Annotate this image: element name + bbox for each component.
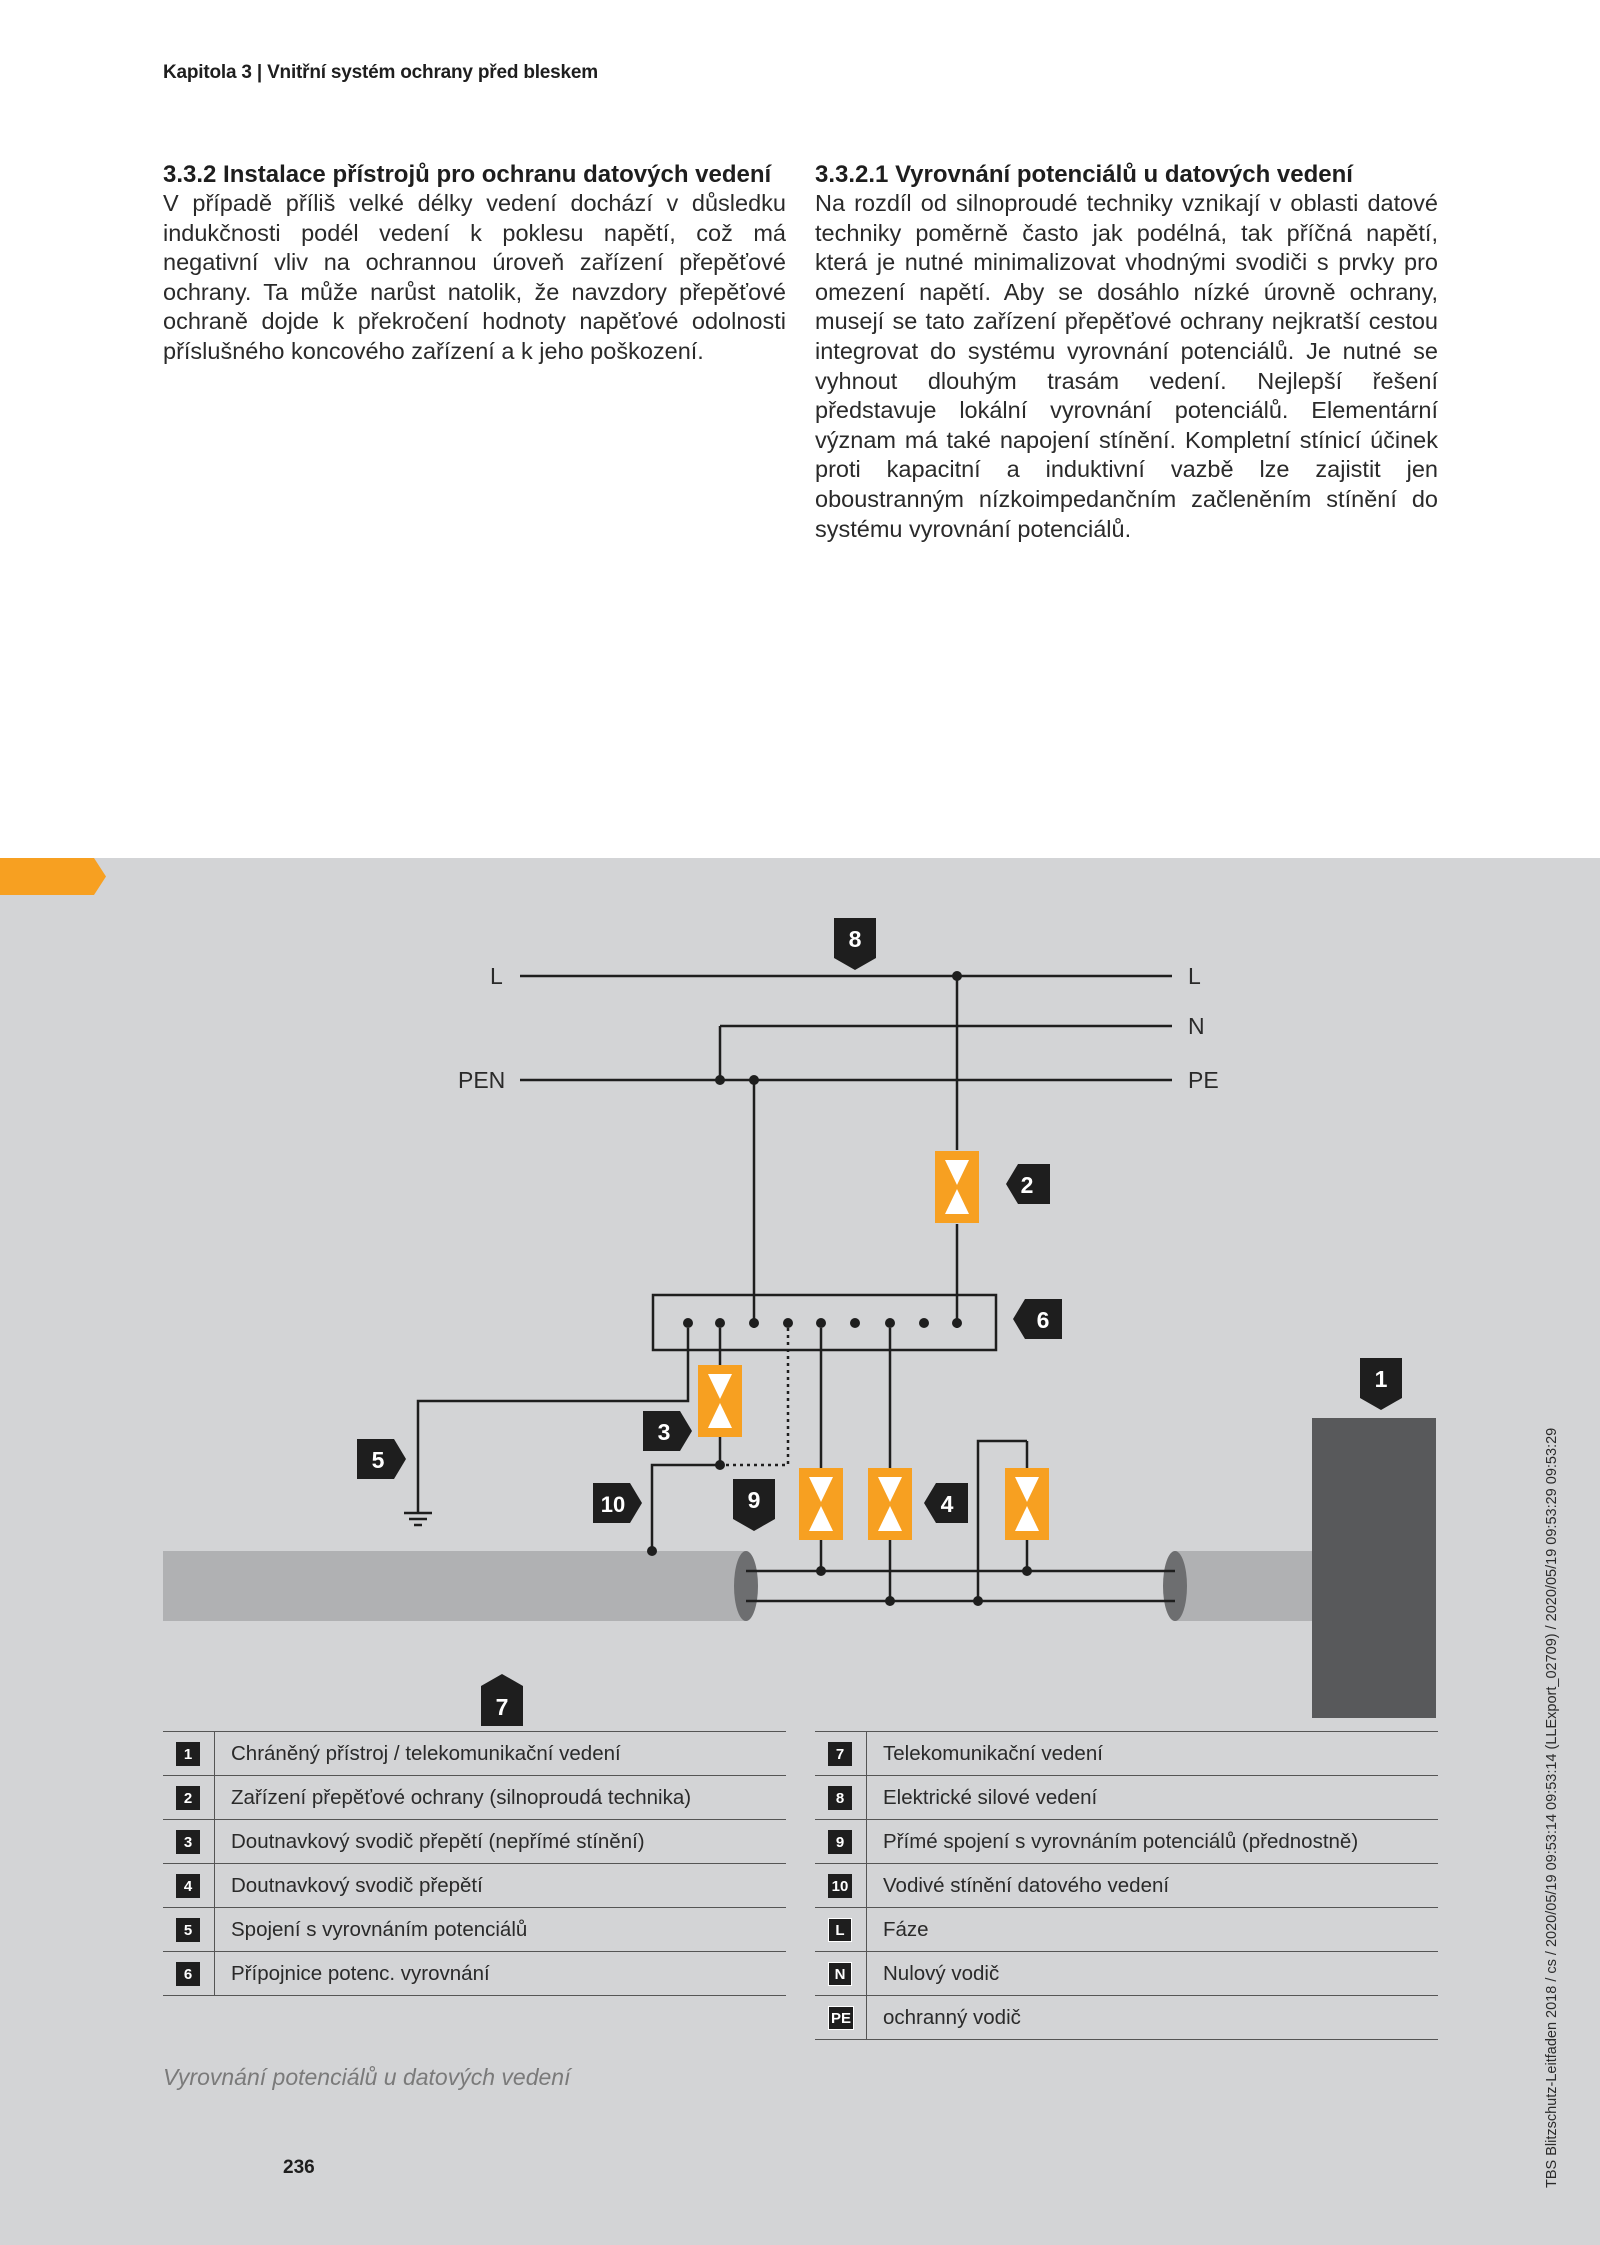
legend-text: Spojení s vyrovnáním potenciálů xyxy=(231,1918,528,1941)
legend-key: 6 xyxy=(176,1962,200,1986)
telecom-cable-left xyxy=(163,1551,745,1621)
badge-5 xyxy=(357,1439,406,1479)
legend-row xyxy=(163,1907,786,1951)
wiring xyxy=(404,976,1175,1601)
protected-device xyxy=(1312,1418,1436,1718)
badge-3 xyxy=(643,1411,692,1451)
arrester-4a xyxy=(799,1468,843,1540)
svg-text:4: 4 xyxy=(940,1491,954,1517)
legend-left xyxy=(163,1731,786,1996)
figure-panel xyxy=(0,858,1600,2245)
legend-row xyxy=(163,1863,786,1907)
legend-key: 4 xyxy=(176,1874,200,1898)
legend-key: N xyxy=(828,1962,852,1986)
cable-shield-end-right xyxy=(1163,1551,1187,1621)
legend-text: Vodivé stínění datového vedení xyxy=(883,1874,1170,1897)
running-header: Kapitola 3 | Vnitřní systém ochrany před bleskem xyxy=(163,62,598,83)
svg-text:8: 8 xyxy=(848,926,862,952)
legend-key: 9 xyxy=(828,1830,852,1854)
legend-row xyxy=(163,1819,786,1863)
badge-9 xyxy=(733,1479,775,1531)
section-body: V případě příliš velké délky vedení dochází v důsledku indukčnosti podél vedení k poklesu napětí, což má negativní vliv na ochrannou úroveň zařízení přepěťové ochrany. Ta může narůst natolik, že navzdory přepěťové ochraně dojde k překročení hodnoty napěťové odolnosti příslušného koncového zařízení a k jeho poškození. xyxy=(163,190,786,364)
wire-label-l-right: L xyxy=(1188,963,1201,989)
legend-text: ochranný vodič xyxy=(883,2006,1021,2029)
legend-key: 3 xyxy=(176,1830,200,1854)
legend-row xyxy=(815,1951,1438,1995)
badge-8 xyxy=(834,918,876,970)
subsection-heading: 3.3.2.1 Vyrovnání potenciálů u datových vedení xyxy=(815,161,1353,188)
svg-text:1: 1 xyxy=(1374,1366,1388,1392)
legend-row xyxy=(815,1819,1438,1863)
legend-right xyxy=(815,1731,1438,2040)
section-right xyxy=(815,160,1438,544)
svg-text:2: 2 xyxy=(1020,1172,1034,1198)
wire-label-l-left: L xyxy=(490,963,503,989)
telecom-cable-right xyxy=(1175,1551,1315,1621)
page-number: 236 xyxy=(283,2157,315,2178)
badge-10 xyxy=(593,1483,642,1523)
legend-key: PE xyxy=(828,2006,854,2030)
svg-text:9: 9 xyxy=(747,1487,761,1513)
svg-text:6: 6 xyxy=(1036,1307,1050,1333)
legend-text: Elektrické silové vedení xyxy=(883,1786,1098,1809)
cable-shield-end-left xyxy=(734,1551,758,1621)
legend-text: Přípojnice potenc. vyrovnání xyxy=(231,1962,490,1985)
legend-key: 5 xyxy=(176,1918,200,1942)
svg-text:7: 7 xyxy=(495,1694,509,1720)
legend-text: Fáze xyxy=(883,1918,929,1941)
svg-text:5: 5 xyxy=(371,1447,385,1473)
legend-text: Doutnavkový svodič přepětí (nepřímé stínění) xyxy=(231,1830,645,1853)
badge-1 xyxy=(1360,1358,1402,1410)
legend-text: Nulový vodič xyxy=(883,1962,1000,1985)
figure-caption: Vyrovnání potenciálů u datových vedení xyxy=(163,2064,571,2090)
legend-key: 2 xyxy=(176,1786,200,1810)
badge-4 xyxy=(924,1483,968,1523)
subsection-body: Na rozdíl od silnoproudé techniky vznikají v oblasti datové techniky poměrně často jak podélná, tak příčná napětí, která je nutné minimalizovat vhodnými svodiči s prvky pro omezení napětí. Aby se dosáhlo nízké úrovně ochrany, musejí se tato zařízení přepěťové ochrany nejkratší cestou integrovat do systému vyrovnání potenciálů. Je nutné se vyhnout dlouhým trasám vedení. Nejlepší řešení představuje lokální vyrovnání potenciálů. Elementární význam má také napojení stínění. Kompletní stínicí účinek proti kapacitní a induktivní vazbě lze zajistit jen oboustranným nízkoimpedančním začleněním stínění do systému vyrovnání potenciálů. xyxy=(815,190,1438,542)
legend-row xyxy=(815,1775,1438,1819)
legend-row xyxy=(815,1907,1438,1951)
page-number-badge xyxy=(0,858,106,895)
legend-key: 1 xyxy=(176,1742,200,1766)
section-heading: 3.3.2 Instalace přístrojů pro ochranu datových vedení xyxy=(163,161,772,188)
badge-6 xyxy=(1013,1299,1062,1339)
legend-key: 8 xyxy=(828,1786,852,1810)
wire-label-pen: PEN xyxy=(458,1067,506,1093)
legend-row xyxy=(815,1863,1438,1907)
wire-label-pe: PE xyxy=(1188,1067,1219,1093)
badge-7 xyxy=(481,1674,523,1726)
arrester-4b xyxy=(868,1468,912,1540)
legend-row xyxy=(815,1731,1438,1775)
legend-key: 10 xyxy=(828,1874,852,1898)
legend-text: Přímé spojení s vyrovnáním potenciálů (přednostně) xyxy=(883,1830,1359,1853)
legend-text: Chráněný přístroj / telekomunikační vedení xyxy=(231,1742,621,1765)
legend-row xyxy=(163,1775,786,1819)
legend-row xyxy=(815,1995,1438,2040)
arrester-3 xyxy=(698,1365,742,1437)
section-left xyxy=(163,160,786,367)
wire-label-n: N xyxy=(1188,1013,1205,1039)
legend-text: Doutnavkový svodič přepětí xyxy=(231,1874,483,1897)
legend-text: Telekomunikační vedení xyxy=(883,1742,1103,1765)
arrester-4c xyxy=(1005,1468,1049,1540)
legend-row xyxy=(163,1951,786,1996)
legend-text: Zařízení přepěťové ochrany (silnoproudá technika) xyxy=(231,1786,692,1809)
arrester-2 xyxy=(935,1151,979,1223)
legend-key: 7 xyxy=(828,1742,852,1766)
svg-text:3: 3 xyxy=(657,1419,671,1445)
badge-2 xyxy=(1006,1164,1050,1204)
svg-text:10: 10 xyxy=(600,1492,626,1517)
legend-row xyxy=(163,1731,786,1775)
side-note: TBS Blitzschutz-Leitfaden 2018 / cs / 2020/05/19 09:53:14 09:53:14 (LLExport_02709) / 2020/05/19 09:53:29 09:53:29 xyxy=(1544,1427,1560,2188)
legend-key: L xyxy=(828,1918,852,1942)
